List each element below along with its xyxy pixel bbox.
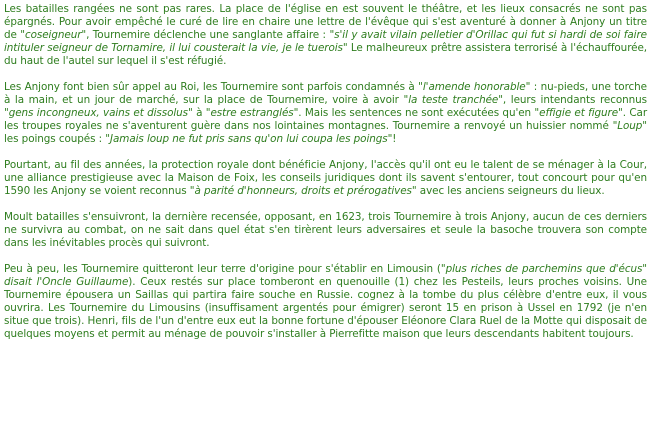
text-segment: Les batailles rangées ne sont pas rares. La place de l'église en est souvent le théâtre, et les lieux consacrés ne sont pas épargnés. Pour avoir empêché le curé de lire en chaire une lettre de l'évêque qui s'est aventuré à donner à Anjony un titre de " xyxy=(4,3,647,41)
text-segment: " à " xyxy=(188,107,211,119)
text-segment: " avec les anciens seigneurs du lieux. xyxy=(411,185,605,197)
text-segment: ). Ceux restés sur place tomberont en quenouille (1) chez les Pesteils, leurs proches voisins. Une Tournemire épousera un Saillas qui partira faire souche en Russie. cognez à la tombe du plus célèbre d'entre eux, il vous ouvrira. Les Tournemire du Limousins (insuffisament argentés pour émigrer) seront 15 en prison à Ussel en 1792 (je n'en situe que trois). Henri, fils de l'un d'entre eux eut la bonne fortune d'épouser Eléonore Clara Ruel de la Motte qui disposait de quelques moyens et permit au ménage de pouvoir s'installer à Pierrefitte maison que leurs descendants habitent toujours. xyxy=(4,276,647,340)
text-segment: " : nu-pieds, une torche à la main, et un jour de marché, sur la place de Tournemire, voire à avoir " xyxy=(4,81,647,106)
paragraph-limousin xyxy=(4,263,647,341)
quote-segment: estre estranglés xyxy=(210,107,294,119)
text-segment: ". Mais les sentences ne sont exécutées qu'en " xyxy=(293,107,540,119)
quote-segment: plus riches de parchemins que d'écus" disait l'Oncle Guillaume xyxy=(4,263,647,288)
text-segment: Peu à peu, les Tournemire quitteront leur terre d'origine pour s'établir en Limousin (" xyxy=(4,263,446,275)
paragraph-church-battle xyxy=(4,3,647,68)
quote-segment: Jamais loup ne fut pris sans qu'on lui coupa les poings xyxy=(110,133,388,145)
text-segment: " les poings coupés : " xyxy=(4,120,647,145)
quote-segment: la teste tranchée xyxy=(408,94,499,106)
text-segment: Les Anjony font bien sûr appel au Roi, les Tournemire sont parfois condamnés à " xyxy=(4,81,423,93)
quote-segment: à parité d'honneurs, droits et prérogatives xyxy=(194,185,412,197)
text-segment: "! xyxy=(387,133,397,145)
quote-segment: Loup xyxy=(617,120,643,132)
text-segment: Moult batailles s'ensuivront, la dernière recensée, opposant, en 1623, trois Tournemire à trois Anjony, aucun de ces derniers ne survivra au combat, on ne sait dans quel état s'en tirèrent leurs adversaires et seule la basoche trouvera son compte dans les inévitables procès qui suivront. xyxy=(4,211,647,249)
paragraph-royal-protection xyxy=(4,159,647,198)
paragraph-royal-sentences xyxy=(4,81,647,146)
text-segment: ". Car les troupes royales ne s'aventurent guère dans nos lointaines montagnes. Tournemire a renvoyé un huissier nommé " xyxy=(4,107,648,132)
text-segment: " Le malheureux prêtre assistera terrorisé à l'échauffourée, du haut de l'autel sur lequel il s'est réfugié. xyxy=(4,42,648,67)
quote-segment: effigie et figure xyxy=(539,107,619,119)
quote-segment: coseigneur xyxy=(25,29,82,41)
quote-segment: s'il y avait vilain pelletier d'Orillac qui fut si hardi de soi faire intituler seigneur de Tornamire, il lui cousterait la vie, je le tuerois xyxy=(4,29,647,54)
text-segment: Pourtant, au fil des années, la protection royale dont bénéficie Anjony, l'accès qu'il ont eu le talent de se ménager à la Cour, une alliance prestigieuse avec la Maison de Foix, les conseils juridiques dont ils savent s'entourer, tout concourt pour qu'en 1590 les Anjony se voient reconnus " xyxy=(4,159,647,197)
text-segment: ", leurs intendants reconnus " xyxy=(4,94,647,119)
text-segment: ", Tournemire déclenche une sanglante affaire : " xyxy=(81,29,335,41)
quote-segment: gens incongneux, vains et dissolus xyxy=(8,107,188,119)
quote-segment: l'amende honorable xyxy=(422,81,526,93)
paragraph-battles-1623 xyxy=(4,211,647,250)
